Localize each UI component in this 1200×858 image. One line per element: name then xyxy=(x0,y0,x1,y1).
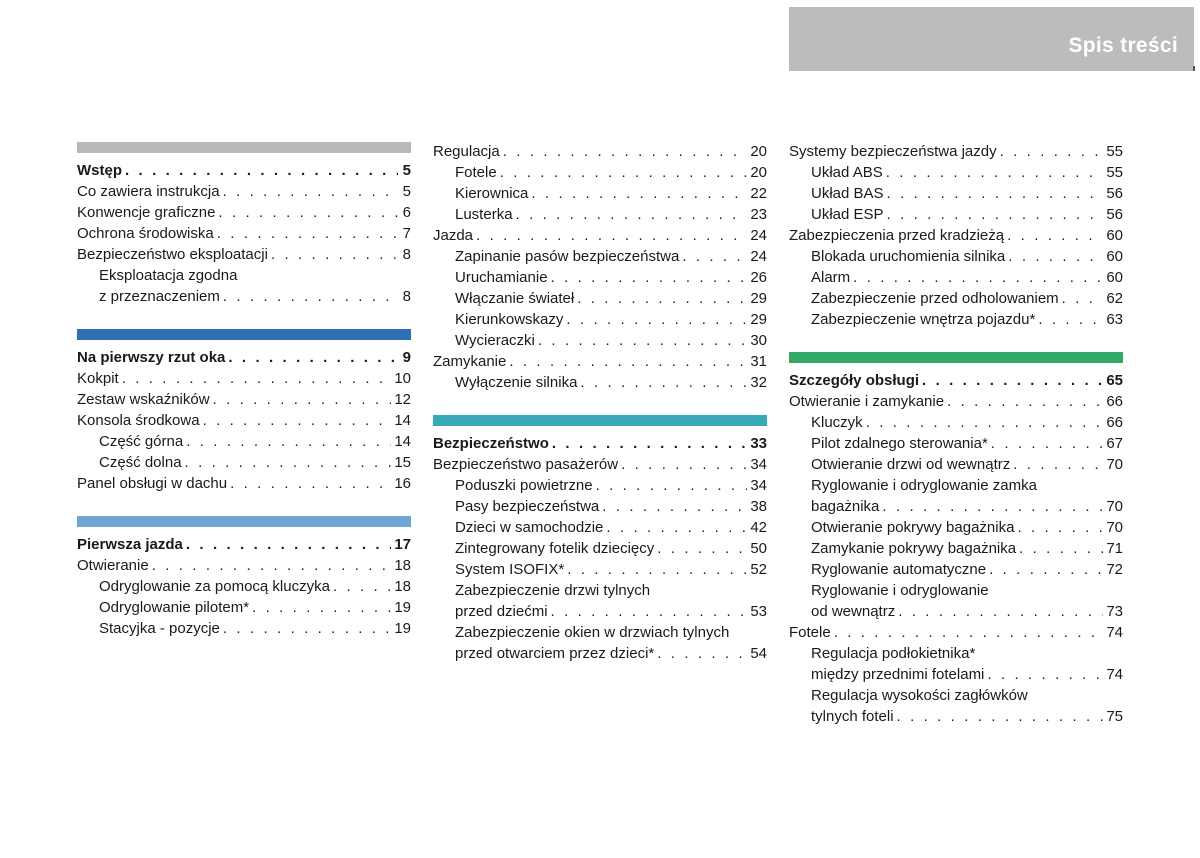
toc-entry[interactable] xyxy=(433,580,767,601)
section-color-bar xyxy=(77,142,411,153)
section-spacer xyxy=(789,330,1123,352)
toc-entry-title: Zabezpieczenia przed kradzieżą xyxy=(789,227,1005,244)
toc-entry[interactable] xyxy=(789,288,1123,309)
toc-entry-title: Stacyjka - pozycje xyxy=(99,620,220,637)
toc-entry[interactable] xyxy=(433,162,767,183)
toc-entry-title: Ochrona środowiska xyxy=(77,225,214,242)
toc-entry-page: 33 xyxy=(750,435,767,452)
toc-column-3 xyxy=(789,141,1123,727)
toc-entry-page: 20 xyxy=(750,164,767,181)
toc-entry[interactable] xyxy=(433,601,767,622)
toc-entry-title: Otwieranie xyxy=(77,557,149,574)
toc-entry[interactable] xyxy=(433,330,767,351)
toc-entry-title: Co zawiera instrukcja xyxy=(77,183,220,200)
dot-leader xyxy=(834,622,1104,643)
toc-entry-title: Fotele xyxy=(455,164,497,181)
toc-entry-title: Ryglowanie automatyczne xyxy=(811,561,987,578)
toc-entry[interactable] xyxy=(789,685,1123,706)
toc-entry[interactable] xyxy=(789,433,1123,454)
toc-entry-title: Ryglowanie i odryglowanie xyxy=(811,582,989,599)
toc-entry[interactable] xyxy=(77,244,411,265)
toc-entry-title: Zapinanie pasów bezpieczeństwa xyxy=(455,248,680,265)
dot-leader xyxy=(898,601,1103,622)
toc-entry-page: 8 xyxy=(402,288,411,305)
toc-entry-title: Wycieraczki xyxy=(455,332,535,349)
dot-leader xyxy=(476,225,747,246)
toc-entry-title: Szczegóły obsługi xyxy=(789,372,920,389)
dot-leader xyxy=(1038,309,1103,330)
toc-entry-page: 26 xyxy=(750,269,767,286)
toc-entry-page: 18 xyxy=(394,557,411,574)
toc-entry[interactable] xyxy=(789,643,1123,664)
toc-entry-page: 70 xyxy=(1106,498,1123,515)
toc-entry-title: Zamykanie pokrywy bagażnika xyxy=(811,540,1017,557)
toc-entry-page: 66 xyxy=(1106,414,1123,431)
section-color-bar xyxy=(77,516,411,527)
toc-entry[interactable] xyxy=(433,454,767,475)
dot-leader xyxy=(947,391,1103,412)
toc-entry-page: 5 xyxy=(402,162,411,179)
dot-leader xyxy=(1000,141,1104,162)
toc-entry-title: Układ ABS xyxy=(811,164,883,181)
toc-entry[interactable] xyxy=(433,517,767,538)
toc-entry-title: Bezpieczeństwo eksploatacji xyxy=(77,246,268,263)
dot-leader xyxy=(125,160,398,181)
dot-leader xyxy=(866,412,1104,433)
toc-entry-page: 19 xyxy=(394,620,411,637)
toc-chapter-entry[interactable] xyxy=(77,160,411,181)
toc-entry[interactable] xyxy=(77,452,411,473)
toc-entry-page: 14 xyxy=(394,433,411,450)
toc-entry[interactable] xyxy=(789,225,1123,246)
toc-entry-title: Część górna xyxy=(99,433,184,450)
dot-leader xyxy=(230,473,391,494)
dot-leader xyxy=(509,351,747,372)
toc-entry[interactable] xyxy=(77,389,411,410)
toc-entry-title: Część dolna xyxy=(99,454,182,471)
toc-entry-title: Lusterka xyxy=(455,206,513,223)
toc-entry[interactable] xyxy=(433,183,767,204)
toc-entry[interactable] xyxy=(789,622,1123,643)
dot-leader xyxy=(228,347,398,368)
toc-entry[interactable] xyxy=(789,664,1123,685)
toc-entry-title: przed dziećmi xyxy=(455,603,548,620)
toc-entry-page: 63 xyxy=(1106,311,1123,328)
toc-entry-title: Pasy bezpieczeństwa xyxy=(455,498,600,515)
toc-entry-title: Eksploatacja zgodna xyxy=(99,267,238,284)
toc-entry[interactable] xyxy=(77,473,411,494)
toc-entry-page: 34 xyxy=(750,477,767,494)
dot-leader xyxy=(886,162,1104,183)
toc-entry-title: Bezpieczeństwo pasażerów xyxy=(433,456,619,473)
toc-entry-title: Alarm xyxy=(811,269,851,286)
toc-entry[interactable] xyxy=(789,496,1123,517)
toc-chapter-entry[interactable] xyxy=(77,347,411,368)
toc-entry-page: 50 xyxy=(750,540,767,557)
dot-leader xyxy=(682,246,747,267)
toc-column-2 xyxy=(433,141,767,664)
toc-entry[interactable] xyxy=(789,141,1123,162)
toc-entry-title: tylnych foteli xyxy=(811,708,894,725)
toc-entry-page: 18 xyxy=(394,578,411,595)
dot-leader xyxy=(500,162,748,183)
dot-leader xyxy=(887,204,1104,225)
toc-entry[interactable] xyxy=(77,555,411,576)
toc-entry-page: 60 xyxy=(1106,248,1123,265)
toc-entry[interactable] xyxy=(77,618,411,639)
toc-entry-title: przed otwarciem przez dzieci* xyxy=(455,645,655,662)
dot-leader xyxy=(621,454,747,475)
dot-leader xyxy=(252,597,391,618)
dot-leader xyxy=(1008,246,1103,267)
toc-entry[interactable] xyxy=(433,267,767,288)
toc-entry-page: 8 xyxy=(402,246,411,263)
toc-entry-page: 29 xyxy=(750,311,767,328)
toc-entry-title: Na pierwszy rzut oka xyxy=(77,349,226,366)
dot-leader xyxy=(991,433,1104,454)
toc-entry-title: Układ BAS xyxy=(811,185,884,202)
dot-leader xyxy=(271,244,398,265)
toc-entry-page: 17 xyxy=(394,536,411,553)
header-banner xyxy=(789,7,1194,71)
toc-entry-title: Kokpit xyxy=(77,370,119,387)
dot-leader xyxy=(606,517,747,538)
section-color-bar xyxy=(789,352,1123,363)
dot-leader xyxy=(882,496,1103,517)
dot-leader xyxy=(657,538,747,559)
toc-entry-page: 75 xyxy=(1106,708,1123,725)
toc-entry-page: 14 xyxy=(394,412,411,429)
toc-entry-page: 62 xyxy=(1106,290,1123,307)
toc-entry-page: 53 xyxy=(750,603,767,620)
toc-entry-page: 12 xyxy=(394,391,411,408)
toc-entry-page: 24 xyxy=(750,248,767,265)
toc-entry[interactable] xyxy=(77,223,411,244)
toc-entry-title: Dzieci w samochodzie xyxy=(455,519,604,536)
toc-entry-title: Poduszki powietrzne xyxy=(455,477,593,494)
toc-entry-title: Zabezpieczenie przed odholowaniem xyxy=(811,290,1059,307)
toc-entry-title: Zamykanie xyxy=(433,353,507,370)
toc-entry-page: 56 xyxy=(1106,185,1123,202)
dot-leader xyxy=(186,431,391,452)
toc-entry-page: 73 xyxy=(1106,603,1123,620)
toc-entry-page: 60 xyxy=(1106,227,1123,244)
dot-leader xyxy=(567,559,747,580)
toc-entry[interactable] xyxy=(433,225,767,246)
toc-entry[interactable] xyxy=(433,204,767,225)
toc-entry-title: Odryglowanie za pomocą kluczyka xyxy=(99,578,330,595)
toc-entry-title: Kluczyk xyxy=(811,414,863,431)
dot-leader xyxy=(987,664,1103,685)
toc-chapter-entry[interactable] xyxy=(77,534,411,555)
toc-column-1 xyxy=(77,142,411,639)
dot-leader xyxy=(853,267,1103,288)
toc-entry[interactable] xyxy=(789,412,1123,433)
toc-entry[interactable] xyxy=(433,141,767,162)
page-title: Spis treści xyxy=(1068,34,1178,57)
toc-entry-page: 34 xyxy=(750,456,767,473)
toc-entry-title: Uruchamianie xyxy=(455,269,548,286)
toc-entry-page: 42 xyxy=(750,519,767,536)
dot-leader xyxy=(203,410,392,431)
toc-entry-page: 70 xyxy=(1106,456,1123,473)
toc-entry-page: 71 xyxy=(1106,540,1123,557)
toc-entry-page: 52 xyxy=(750,561,767,578)
dot-leader xyxy=(223,286,398,307)
toc-entry[interactable] xyxy=(789,204,1123,225)
section-color-bar xyxy=(433,415,767,426)
toc-entry-page: 31 xyxy=(750,353,767,370)
toc-chapter-entry[interactable] xyxy=(433,433,767,454)
dot-leader xyxy=(218,202,398,223)
toc-entry-title: z przeznaczeniem xyxy=(99,288,220,305)
toc-entry-page: 60 xyxy=(1106,269,1123,286)
dot-leader xyxy=(122,368,392,389)
toc-entry[interactable] xyxy=(77,181,411,202)
toc-entry-page: 56 xyxy=(1106,206,1123,223)
toc-entry[interactable] xyxy=(77,286,411,307)
section-spacer xyxy=(433,393,767,415)
toc-entry-title: Wstęp xyxy=(77,162,122,179)
toc-entry[interactable] xyxy=(789,601,1123,622)
toc-entry[interactable] xyxy=(77,576,411,597)
toc-entry-title: Regulacja wysokości zagłówków xyxy=(811,687,1028,704)
toc-entry-title: Panel obsługi w dachu xyxy=(77,475,228,492)
dot-leader xyxy=(1062,288,1104,309)
toc-entry[interactable] xyxy=(77,431,411,452)
toc-entry-page: 9 xyxy=(402,349,411,366)
toc-entry[interactable] xyxy=(433,246,767,267)
dot-leader xyxy=(516,204,748,225)
toc-entry-title: bagażnika xyxy=(811,498,880,515)
toc-entry-title: Fotele xyxy=(789,624,831,641)
toc-entry-title: Zabezpieczenie wnętrza pojazdu* xyxy=(811,311,1036,328)
toc-entry-page: 29 xyxy=(750,290,767,307)
toc-entry[interactable] xyxy=(789,183,1123,204)
toc-entry-title: Blokada uruchomienia silnika xyxy=(811,248,1006,265)
toc-entry-title: Zabezpieczenie okien w drzwiach tylnych xyxy=(455,624,730,641)
section-spacer xyxy=(77,307,411,329)
dot-leader xyxy=(602,496,747,517)
dot-leader xyxy=(223,181,398,202)
toc-entry[interactable] xyxy=(433,351,767,372)
toc-entry-title: Kierownica xyxy=(455,185,529,202)
dot-leader xyxy=(657,643,747,664)
toc-entry-title: System ISOFIX* xyxy=(455,561,565,578)
toc-entry[interactable] xyxy=(789,706,1123,727)
toc-entry-page: 55 xyxy=(1106,143,1123,160)
toc-entry[interactable] xyxy=(433,643,767,664)
toc-entry[interactable] xyxy=(433,288,767,309)
toc-entry-page: 6 xyxy=(402,204,411,221)
toc-entry-title: Układ ESP xyxy=(811,206,884,223)
dot-leader xyxy=(531,183,747,204)
toc-entry[interactable] xyxy=(433,622,767,643)
dot-leader xyxy=(152,555,392,576)
toc-entry-title: Regulacja xyxy=(433,143,500,160)
toc-entry-page: 55 xyxy=(1106,164,1123,181)
toc-entry[interactable] xyxy=(789,475,1123,496)
toc-entry-title: Regulacja podłokietnika* xyxy=(811,645,976,662)
toc-entry[interactable] xyxy=(77,368,411,389)
toc-entry-page: 70 xyxy=(1106,519,1123,536)
toc-entry-page: 7 xyxy=(402,225,411,242)
toc-entry-title: Konwencje graficzne xyxy=(77,204,216,221)
toc-entry[interactable] xyxy=(789,309,1123,330)
dot-leader xyxy=(186,534,391,555)
dot-leader xyxy=(503,141,748,162)
toc-entry[interactable] xyxy=(433,309,767,330)
toc-entry-page: 20 xyxy=(750,143,767,160)
toc-entry-page: 72 xyxy=(1106,561,1123,578)
toc-entry-page: 23 xyxy=(750,206,767,223)
dot-leader xyxy=(552,433,747,454)
toc-entry[interactable] xyxy=(77,410,411,431)
toc-entry-title: Włączanie świateł xyxy=(455,290,575,307)
toc-entry-page: 16 xyxy=(394,475,411,492)
toc-entry[interactable] xyxy=(789,267,1123,288)
dot-leader xyxy=(223,618,391,639)
dot-leader xyxy=(596,475,748,496)
dot-leader xyxy=(1007,225,1103,246)
toc-entry[interactable] xyxy=(433,538,767,559)
toc-entry-page: 66 xyxy=(1106,393,1123,410)
toc-entry[interactable] xyxy=(433,475,767,496)
dot-leader xyxy=(217,223,398,244)
toc-entry[interactable] xyxy=(789,246,1123,267)
toc-entry-page: 22 xyxy=(750,185,767,202)
toc-entry[interactable] xyxy=(789,454,1123,475)
toc-entry-title: między przednimi fotelami xyxy=(811,666,985,683)
toc-entry-page: 74 xyxy=(1106,624,1123,641)
toc-entry[interactable] xyxy=(77,265,411,286)
toc-entry-title: Jazda xyxy=(433,227,474,244)
toc-entry-title: Wyłączenie silnika xyxy=(455,374,578,391)
dot-leader xyxy=(213,389,392,410)
toc-entry[interactable] xyxy=(433,496,767,517)
toc-entry-page: 67 xyxy=(1106,435,1123,452)
toc-entry-title: Otwieranie i zamykanie xyxy=(789,393,945,410)
corner-mark xyxy=(1193,66,1195,71)
toc-entry[interactable] xyxy=(77,597,411,618)
toc-entry-page: 24 xyxy=(750,227,767,244)
dot-leader xyxy=(551,267,748,288)
toc-entry-title: Bezpieczeństwo xyxy=(433,435,549,452)
section-spacer xyxy=(77,494,411,516)
toc-entry-page: 38 xyxy=(750,498,767,515)
dot-leader xyxy=(989,559,1103,580)
toc-entry-page: 10 xyxy=(394,370,411,387)
dot-leader xyxy=(897,706,1104,727)
toc-entry-title: Kierunkowskazy xyxy=(455,311,564,328)
dot-leader xyxy=(1013,454,1103,475)
toc-entry-page: 15 xyxy=(394,454,411,471)
toc-entry-title: Otwieranie drzwi od wewnątrz xyxy=(811,456,1011,473)
toc-entry-title: Konsola środkowa xyxy=(77,412,200,429)
toc-entry[interactable] xyxy=(433,372,767,393)
toc-entry-page: 74 xyxy=(1106,666,1123,683)
toc-entry-page: 32 xyxy=(750,374,767,391)
toc-entry-title: Zintegrowany fotelik dziecięcy xyxy=(455,540,655,557)
toc-entry-title: Otwieranie pokrywy bagażnika xyxy=(811,519,1015,536)
toc-entry[interactable] xyxy=(789,391,1123,412)
dot-leader xyxy=(922,370,1103,391)
dot-leader xyxy=(538,330,747,351)
toc-entry-page: 54 xyxy=(750,645,767,662)
toc-entry[interactable] xyxy=(789,559,1123,580)
toc-entry[interactable] xyxy=(789,517,1123,538)
toc-entry-page: 30 xyxy=(750,332,767,349)
dot-leader xyxy=(1017,517,1103,538)
toc-entry-title: Zabezpieczenie drzwi tylnych xyxy=(455,582,651,599)
toc-entry-title: Pierwsza jazda xyxy=(77,536,183,553)
dot-leader xyxy=(185,452,392,473)
toc-entry-title: Pilot zdalnego sterowania* xyxy=(811,435,988,452)
toc-entry-title: Odryglowanie pilotem* xyxy=(99,599,250,616)
toc-entry[interactable] xyxy=(433,559,767,580)
dot-leader xyxy=(333,576,391,597)
toc-entry-page: 65 xyxy=(1106,372,1123,389)
dot-leader xyxy=(577,288,747,309)
dot-leader xyxy=(580,372,747,393)
toc-entry[interactable] xyxy=(789,580,1123,601)
dot-leader xyxy=(566,309,747,330)
toc-entry-page: 5 xyxy=(402,183,411,200)
toc-chapter-entry[interactable] xyxy=(789,370,1123,391)
toc-entry-title: Zestaw wskaźników xyxy=(77,391,210,408)
toc-entry-page: 19 xyxy=(394,599,411,616)
toc-entry-title: Systemy bezpieczeństwa jazdy xyxy=(789,143,997,160)
dot-leader xyxy=(887,183,1104,204)
toc-entry[interactable] xyxy=(789,162,1123,183)
toc-entry-title: Ryglowanie i odryglowanie zamka xyxy=(811,477,1037,494)
dot-leader xyxy=(1019,538,1103,559)
section-color-bar xyxy=(77,329,411,340)
toc-entry-title: od wewnątrz xyxy=(811,603,896,620)
toc-entry[interactable] xyxy=(789,538,1123,559)
toc-entry[interactable] xyxy=(77,202,411,223)
dot-leader xyxy=(551,601,748,622)
